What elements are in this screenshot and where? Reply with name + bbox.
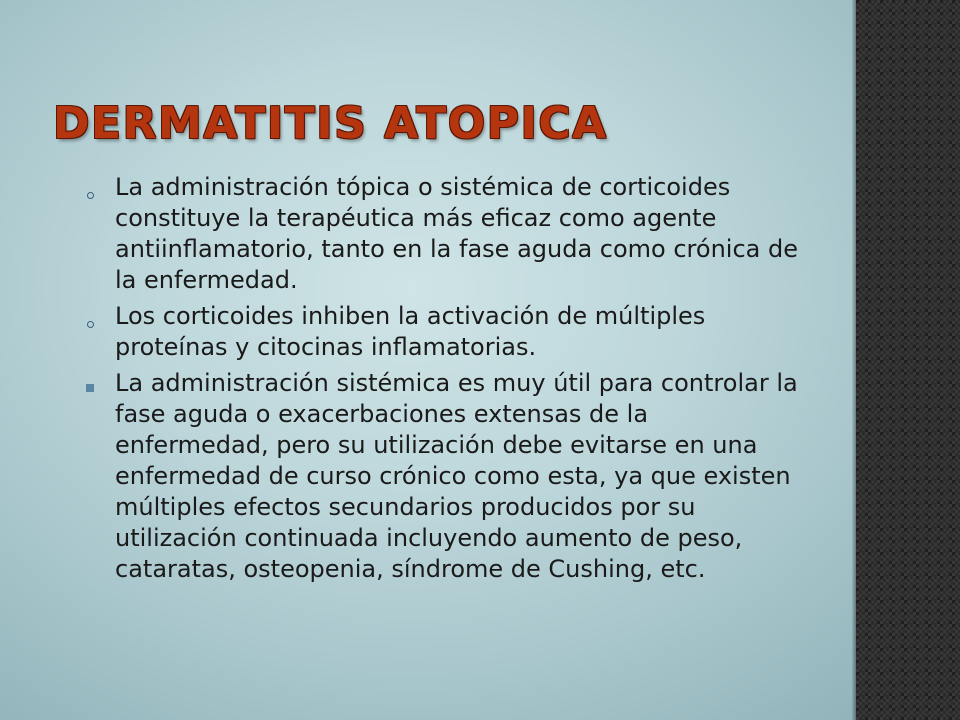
bullet-item (85, 368, 800, 585)
bullet-item (85, 301, 800, 363)
circle-bullet-icon (87, 321, 94, 328)
bullet-text: La administración sistémica es muy útil para controlar la fase aguda o exacerbaciones extensas de la enfermedad, pero su utilización debe evitarse en una enfermedad de curso crónico como esta, ya que existen múltiples efectos secundarios producidos por su utilización continuada incluyendo aumento de peso, cataratas, osteopenia, síndrome de Cushing, etc. (115, 369, 798, 583)
bullet-text: La administración tópica o sistémica de corticoides constituye la terapéutica más eficaz como agente antiinflamatorio, tanto en la fase aguda como crónica de la enfermedad. (115, 173, 798, 294)
bullet-text: Los corticoides inhiben la activación de múltiples proteínas y citocinas inflamatorias. (115, 302, 706, 361)
bullet-list (85, 172, 800, 590)
decorative-side-panel (856, 0, 960, 720)
bullet-item (85, 172, 800, 296)
square-bullet-icon (86, 384, 94, 392)
slide-title: DERMATITIS ATOPICA (53, 98, 608, 149)
circle-bullet-icon (87, 192, 94, 199)
